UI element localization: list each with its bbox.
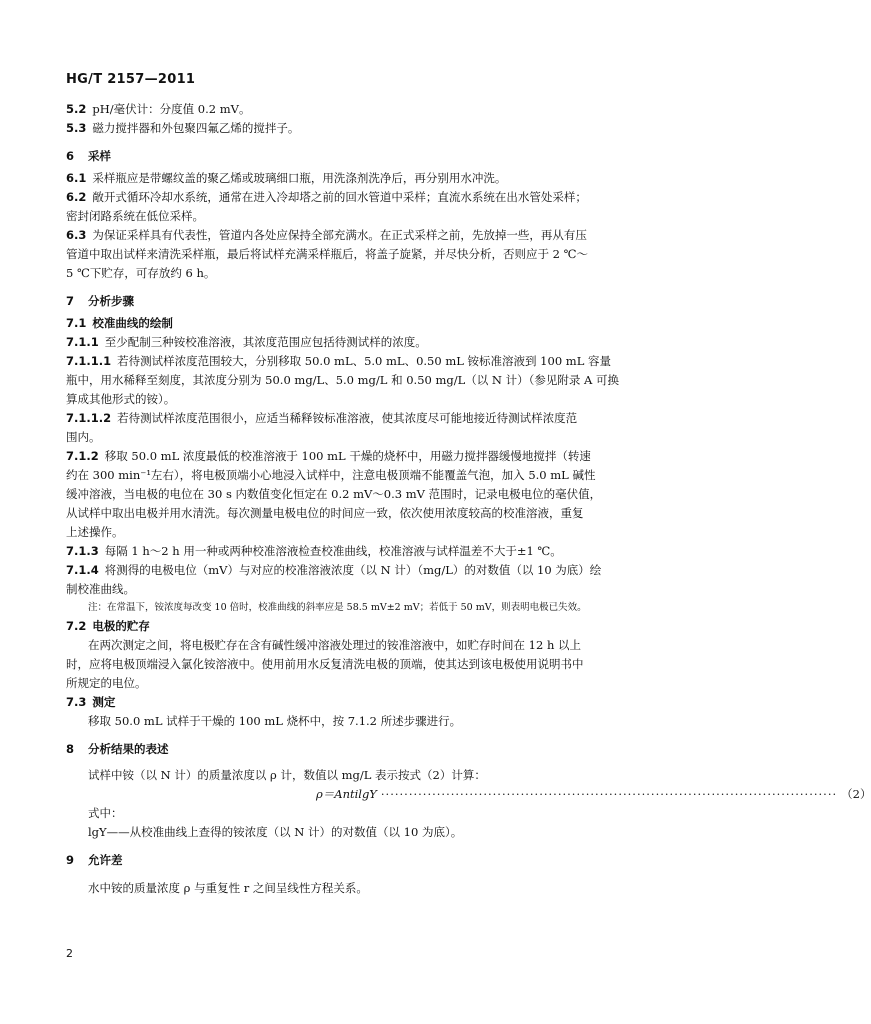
clause-6-2-cont: 密封闭路系统在低位采样。 <box>66 209 204 223</box>
clause-7-1-2: 7.1.2 移取 50.0 mL 浓度最低的校准溶液于 100 mL 干燥的烧杯中，用磁力搅拌器缓慢地搅拌（转速 <box>66 449 591 463</box>
clause-7-1-2-cont: 从试样中取出电极并用水清洗。每次测量电极电位的时间应一致，依次使用浓度较高的校准溶液，重复 <box>66 506 584 520</box>
equation-number: （2） <box>841 787 871 801</box>
page-number: 2 <box>66 947 73 960</box>
formula-expression: ρ＝AntilgY <box>316 787 377 801</box>
clause-7-1-1-1-cont: 瓶中，用水稀释至刻度，其浓度分别为 50.0 mg/L、5.0 mg/L 和 0.50 mg/L（以 N 计）（参见附录 A 可换 <box>66 373 620 387</box>
standard-code-header: HG/T 2157—2011 <box>66 72 196 87</box>
clause-6-1: 6.1 采样瓶应是带螺纹盖的聚乙烯或玻璃细口瓶，用洗涤剂洗净后，再分别用水冲洗。 <box>66 171 507 185</box>
clause-5-2: 5.2 pH/毫伏计：分度值 0.2 mV。 <box>66 102 251 116</box>
clause-7-1-1-1-cont: 算成其他形式的铵）。 <box>66 392 176 406</box>
clause-6-3-cont: 管道中取出试样来清洗采样瓶，最后将试样充满采样瓶后，将盖子旋紧，并尽快分析，否则应于 2 ℃～ <box>66 247 588 261</box>
variable-definition: lgY——从校准曲线上查得的铵浓度（以 N 计）的对数值（以 10 为底）。 <box>88 825 463 839</box>
clause-6-3-cont: 5 ℃下贮存，可存放约 6 h。 <box>66 266 216 280</box>
clause-7-2-body-cont: 时，应将电极顶端浸入氯化铵溶液中。使用前用水反复清洗电极的顶端，使其达到该电极使用说明书中 <box>66 657 584 671</box>
section-7-heading: 7 分析步骤 <box>66 294 135 308</box>
clause-7-1-3: 7.1.3 每隔 1 h～2 h 用一种或两种校准溶液检查校准曲线，校准溶液与试样温差不大于±1 ℃。 <box>66 544 562 558</box>
clause-6-3: 6.3 为保证采样具有代表性，管道内各处应保持全部充满水。在正式采样之前，先放掉一些，再从有压 <box>66 228 587 242</box>
note-slope: 注：在常温下，铵浓度每改变 10 倍时，校准曲线的斜率应是 58.5 mV±2 mV；若低于 50 mV，则表明电极已失效。 <box>88 602 587 613</box>
clause-7-2-heading: 7.2 电极的贮存 <box>66 619 150 633</box>
clause-7-1-1-2-cont: 围内。 <box>66 430 101 444</box>
section-6-heading: 6 采样 <box>66 149 112 163</box>
leader-dots: ·································································································· <box>380 787 838 801</box>
clause-7-1-4-cont: 制校准曲线。 <box>66 582 135 596</box>
clause-7-3-body: 移取 50.0 mL 试样于干燥的 100 mL 烧杯中，按 7.1.2 所述步骤进行。 <box>88 714 462 728</box>
clause-7-1-heading: 7.1 校准曲线的绘制 <box>66 316 173 330</box>
clause-6-2: 6.2 敞开式循环冷却水系统，通常在进入冷却塔之前的回水管道中采样；直流水系统在出水管处采样； <box>66 190 587 204</box>
clause-7-1-1-2: 7.1.1.2 若待测试样浓度范围很小，应适当稀释铵标准溶液，使其浓度尽可能地接近待测试样浓度范 <box>66 411 578 425</box>
clause-7-1-2-cont: 上述操作。 <box>66 525 124 539</box>
clause-7-1-1-1: 7.1.1.1 若待测试样浓度范围较大，分别移取 50.0 mL、5.0 mL、0.50 mL 铵标准溶液到 100 mL 容量 <box>66 354 611 368</box>
formula-2 <box>66 785 871 804</box>
clause-7-1-2-cont: 约在 300 min⁻¹左右），将电极顶端小心地浸入试样中，注意电极顶端不能覆盖气泡，加入 5.0 mL 碱性 <box>66 468 596 482</box>
clause-7-1-4: 7.1.4 将测得的电极电位（mV）与对应的校准溶液浓度（以 N 计）（mg/L）的对数值（以 10 为底）绘 <box>66 563 602 577</box>
clause-5-3: 5.3 磁力搅拌器和外包聚四氟乙烯的搅拌子。 <box>66 121 300 135</box>
section-8-body: 试样中铵（以 N 计）的质量浓度以 ρ 计，数值以 mg/L 表示按式（2）计算： <box>88 768 486 782</box>
clause-7-1-2-cont: 缓冲溶液，当电极的电位在 30 s 内数值变化恒定在 0.2 mV～0.3 mV 范围时，记录电极电位的毫伏值， <box>66 487 602 501</box>
clause-7-2-body-cont: 所规定的电位。 <box>66 676 147 690</box>
clause-7-1-1: 7.1.1 至少配制三种铵校准溶液，其浓度范围应包括待测试样的浓度。 <box>66 335 427 349</box>
section-8-heading: 8 分析结果的表述 <box>66 742 169 756</box>
document-body <box>66 100 871 898</box>
section-9-body: 水中铵的质量浓度 ρ 与重复性 r 之间呈线性方程关系。 <box>88 881 368 895</box>
clause-7-2-body: 在两次测定之间，将电极贮存在含有碱性缓冲溶液处理过的铵准溶液中，如贮存时间在 12 h 以上 <box>88 638 582 652</box>
section-9-heading: 9 允许差 <box>66 853 123 867</box>
clause-7-3-heading: 7.3 测定 <box>66 695 116 709</box>
where-label: 式中： <box>88 806 123 820</box>
